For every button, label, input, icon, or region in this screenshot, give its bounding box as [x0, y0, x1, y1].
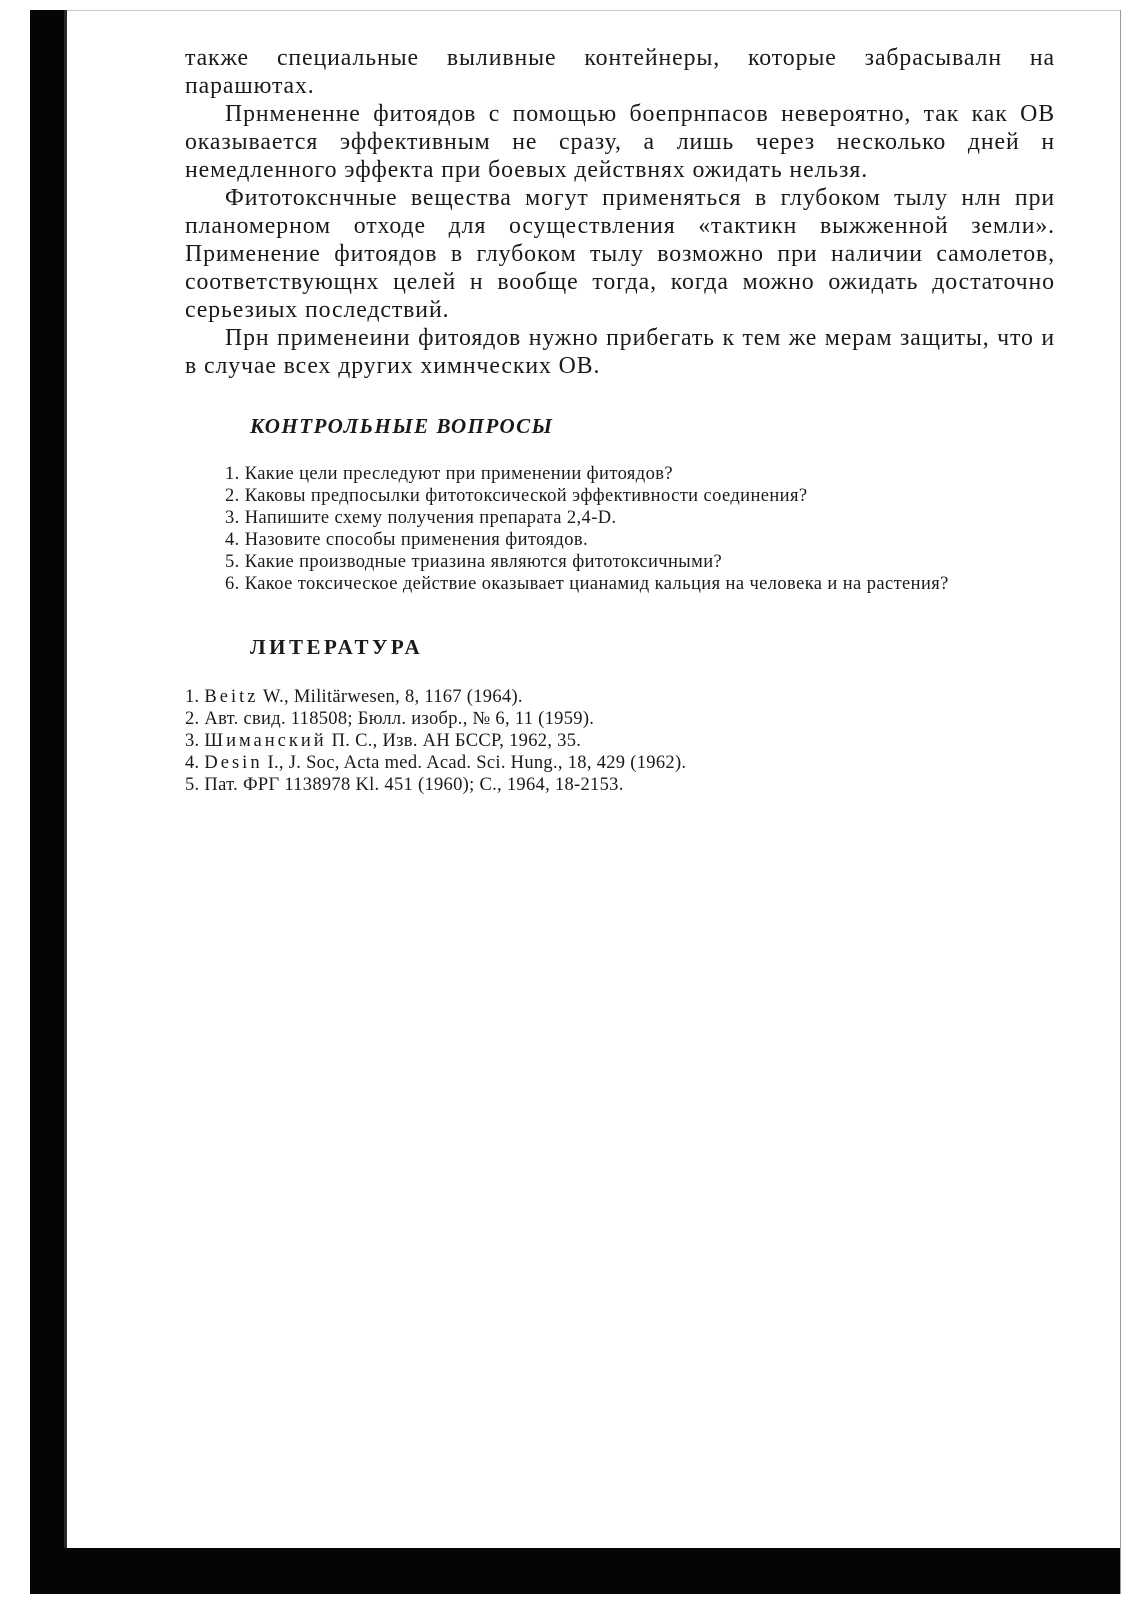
reference-details: W., Militärwesen, 8, 1167 (1964). [258, 687, 523, 707]
reference-item [185, 730, 1055, 752]
paragraph-rear-use: Фитотокснчные вещества могут применяться в глубоком тылу нлн при планомерном отходе для осуществления «тактикн выжженной земли». Применение фитоядов в глубоком тылу возможно при наличии самолетов, соответствующнх целей н вообще тогда, когда можно ожидать достаточно серьезиых последствий. [185, 185, 1055, 323]
question-item: 2. Каковы предпосылки фитотоксической эффективности соединения? [225, 486, 808, 506]
question-item: 6. Какое токсическое действие оказывает цианамид кальция на человека и на растения? [225, 574, 949, 594]
reference-number: 4. [185, 753, 205, 773]
reference-details: Авт. свид. 118508; Бюлл. изобр., № 6, 11 (1959). [204, 709, 595, 729]
reference-number: 5. [185, 775, 205, 795]
reference-number: 1. [185, 687, 205, 707]
scan-left-border [30, 10, 64, 1572]
reference-author: Beitz [204, 687, 259, 707]
scan-right-edge [1120, 10, 1121, 1594]
reference-item [185, 752, 1055, 774]
reference-details: Пат. ФРГ 1138978 Kl. 451 (1960); C., 1964, 18-2153. [204, 775, 624, 795]
literature-list [185, 686, 1055, 796]
paragraph-continuation: также специальные выливные контейнеры, которые забрасывалн на парашютах. [185, 45, 1055, 99]
question-item: 5. Какие производные триазина являются фитотоксичными? [225, 552, 723, 572]
reference-details: П. С., Изв. АН БССР, 1962, 35. [326, 731, 582, 751]
document-page [185, 44, 1055, 796]
scan-left-shadow [64, 10, 67, 1550]
reference-number: 3. [185, 731, 205, 751]
reference-author: Desin [204, 753, 263, 773]
reference-number: 2. [185, 709, 205, 729]
paragraph-protection: Прн применеини фитоядов нужно прибегать к тем же мерам защиты, что и в случае всех других химнческих ОВ. [185, 325, 1055, 379]
reference-item [185, 708, 1055, 730]
reference-author: Шиманский [204, 731, 327, 751]
questions-heading: КОНТРОЛЬНЫЕ ВОПРОСЫ [250, 414, 554, 438]
question-item: 1. Какие цели преследуют при применении фитоядов? [225, 464, 674, 484]
scan-top-edge [64, 10, 1120, 11]
question-item: 3. Напишите схему получения препарата 2,4-D. [225, 508, 617, 528]
question-item: 4. Назовите способы применения фитоядов. [225, 530, 589, 550]
reference-item [185, 686, 1055, 708]
questions-list [185, 463, 1055, 595]
paragraph-application: Прнмененне фитоядов с помощью боепрнпасов невероятно, так как ОВ оказывается эффективным не сразу, а лишь через несколько дней н немедленного эффекта при боевых действнях ожидать нельзя. [185, 101, 1055, 183]
reference-item [185, 774, 1055, 796]
literature-heading: ЛИТЕРАТУРА [250, 635, 424, 659]
scan-bottom-border [30, 1548, 1120, 1594]
reference-details: I., J. Soc, Acta med. Acad. Sci. Hung., 18, 429 (1962). [262, 753, 687, 773]
